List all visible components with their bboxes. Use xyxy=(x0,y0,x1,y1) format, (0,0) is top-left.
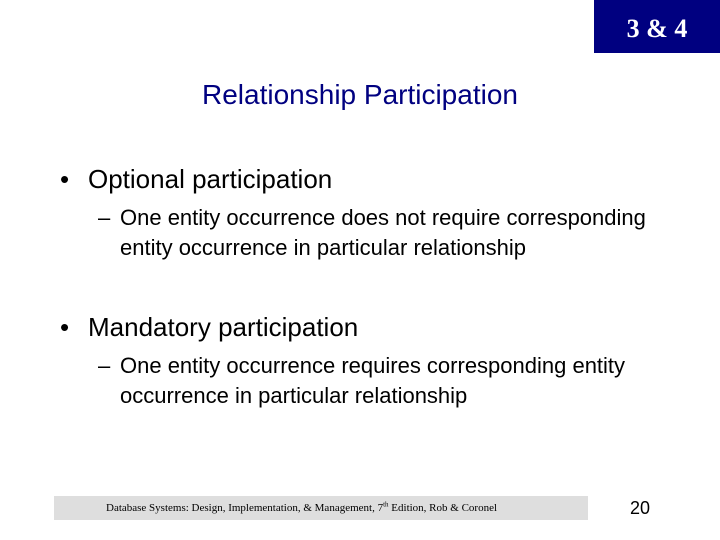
bullet-optional xyxy=(60,164,332,194)
footer-citation xyxy=(106,501,497,515)
sub-bullet-optional xyxy=(98,203,658,263)
page-number: 20 xyxy=(630,498,651,518)
bullet-marker: • xyxy=(60,312,70,342)
slide-title: Relationship Participation xyxy=(202,79,518,110)
footer-text-after: Edition, Rob & Coronel xyxy=(388,502,498,514)
footer-text-before: Database Systems: Design, Implementation, & Management, 7 xyxy=(106,502,384,514)
sub-bullet-marker: – xyxy=(98,205,111,230)
bullet-text: Mandatory participation xyxy=(88,312,359,342)
chapter-badge: 3 & 4 xyxy=(594,0,720,53)
sub-bullet-marker: – xyxy=(98,353,111,378)
sub-bullet-mandatory xyxy=(98,351,658,411)
bullet-marker: • xyxy=(60,164,70,194)
bullet-text: Optional participation xyxy=(88,164,333,194)
bullet-mandatory xyxy=(60,312,358,342)
sub-bullet-text: One entity occurrence does not require corresponding entity occurrence in particular relationship xyxy=(120,205,646,260)
sub-bullet-text: One entity occurrence requires corresponding entity occurrence in particular relationship xyxy=(120,353,626,408)
footer-superscript: th xyxy=(383,500,389,509)
